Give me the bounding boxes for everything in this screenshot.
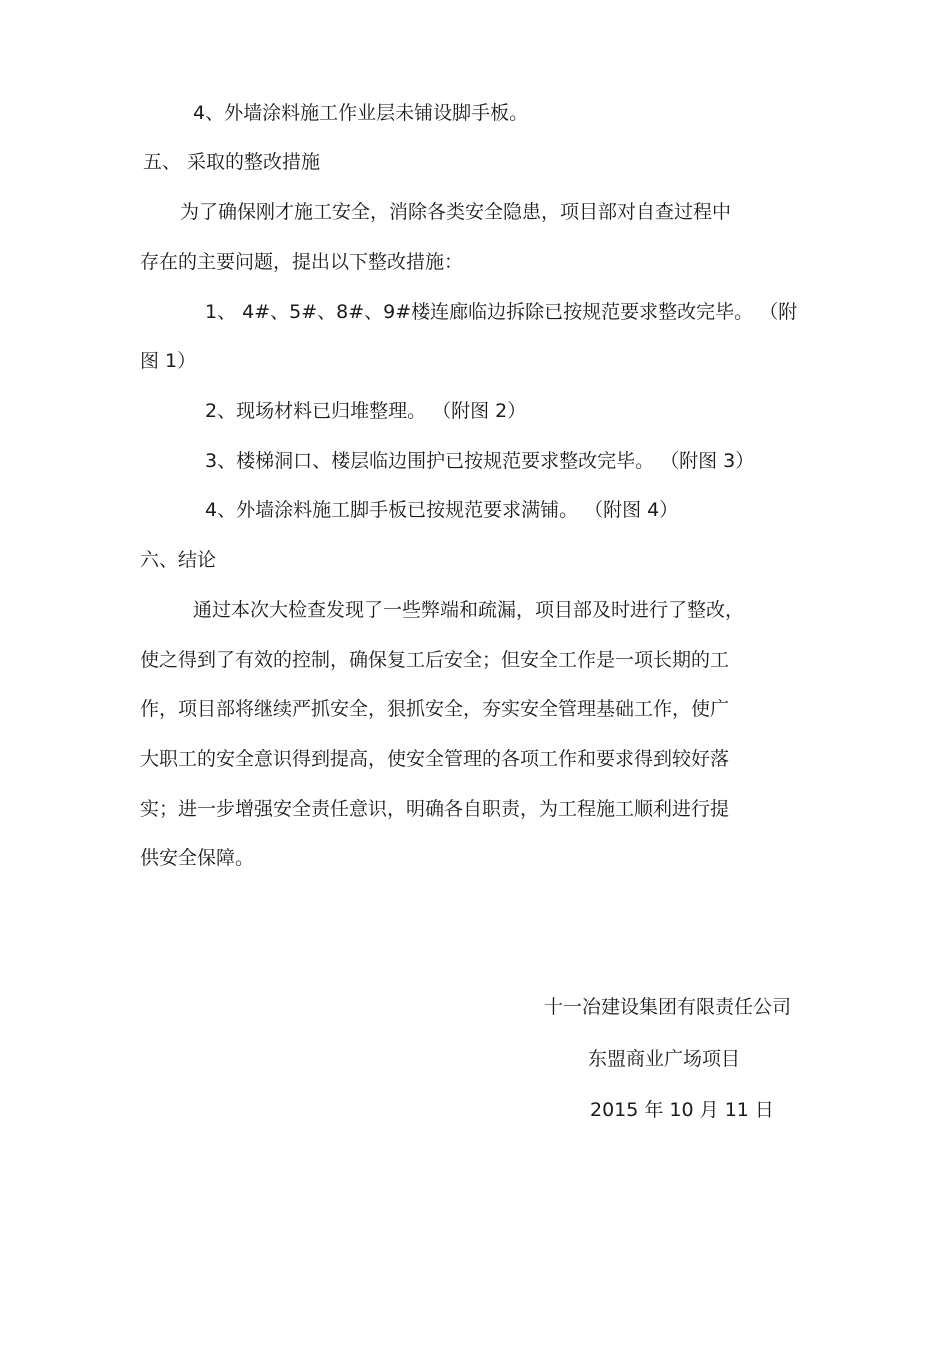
measure-3: 3、楼梯洞口、楼层临边围护已按规范要求整改完毕。 （附图 3） (205, 450, 755, 472)
signature-date: 2015 年 10 月 11 日 (590, 1099, 774, 1121)
conclusion-line-6: 供安全保障。 (140, 847, 255, 869)
conclusion-line-1: 通过本次大检查发现了一些弊端和疏漏，项目部及时进行了整改， (193, 599, 745, 621)
signature-project: 东盟商业广场项目 (588, 1048, 741, 1070)
conclusion-line-3: 作，项目部将继续严抓安全，狠抓安全，夯实安全管理基础工作，使广 (140, 698, 730, 720)
measure-1-line-1: 1、 4#、5#、8#、9#楼连廊临边拆除已按规范要求整改完毕。 （附 (205, 301, 798, 323)
paragraph-intro-line-2: 存在的主要问题，提出以下整改措施： (140, 251, 464, 273)
signature-company: 十一冶建设集团有限责任公司 (544, 996, 792, 1018)
item-4-issue: 4、外墙涂料施工作业层未铺设脚手板。 (193, 102, 529, 124)
conclusion-line-2: 使之得到了有效的控制，确保复工后安全；但安全工作是一项长期的工 (140, 649, 730, 671)
paragraph-intro-line-1: 为了确保刚才施工安全，消除各类安全隐患，项目部对自查过程中 (180, 201, 732, 223)
measure-1-line-2: 图 1） (140, 350, 197, 372)
conclusion-line-4: 大职工的安全意识得到提高，使安全管理的各项工作和要求得到较好落 (140, 748, 730, 770)
conclusion-line-5: 实；进一步增强安全责任意识，明确各自职责，为工程施工顺利进行提 (140, 798, 730, 820)
measure-4: 4、外墙涂料施工脚手板已按规范要求满铺。 （附图 4） (205, 499, 679, 521)
section-6-heading: 六、结论 (140, 549, 217, 571)
section-5-heading: 五、 采取的整改措施 (143, 151, 321, 173)
measure-2: 2、现场材料已归堆整理。 （附图 2） (205, 400, 527, 422)
